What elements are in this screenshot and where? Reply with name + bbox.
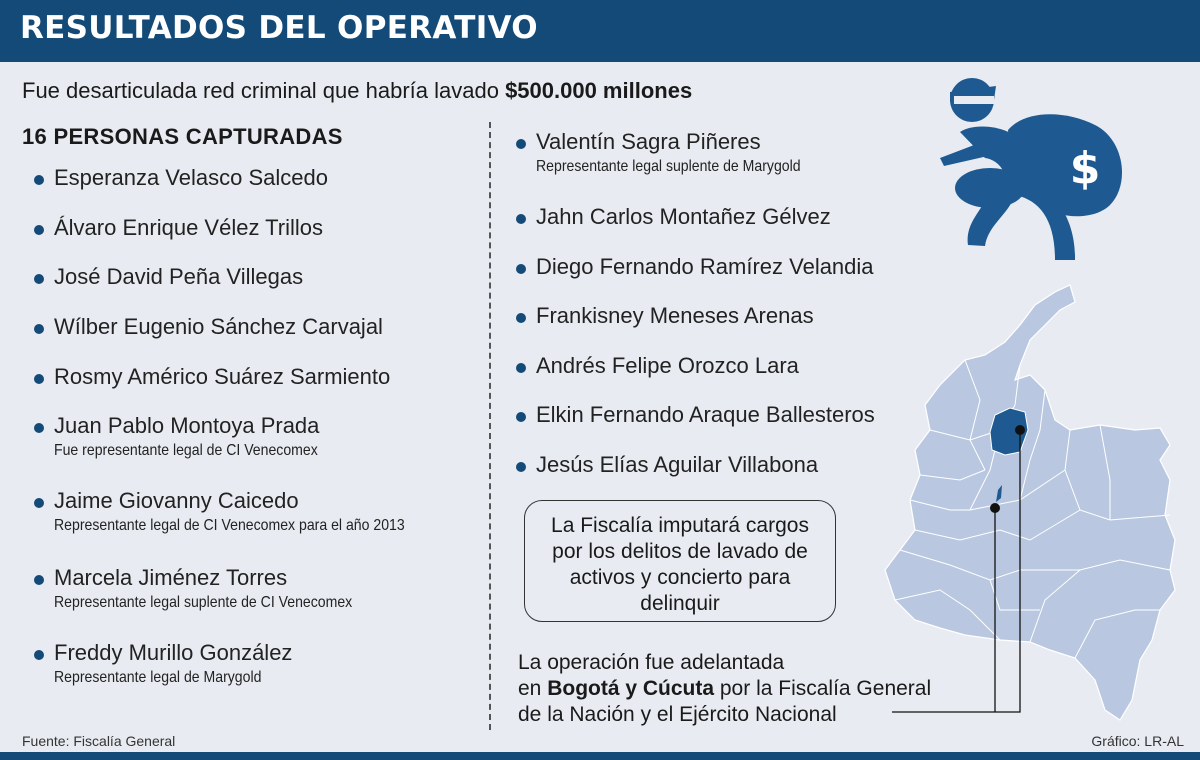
thief-with-money-bag-icon bbox=[930, 70, 1130, 270]
subtitle-amount: $500.000 millones bbox=[505, 78, 693, 103]
subtitle bbox=[22, 78, 692, 104]
operation-cities: Bogotá y Cúcuta bbox=[547, 677, 715, 700]
bullet-icon bbox=[34, 274, 44, 284]
bullet-icon bbox=[34, 374, 44, 384]
person-role: Representante legal de Marygold bbox=[54, 669, 262, 686]
person-name: Juan Pablo Montoya Prada bbox=[54, 413, 320, 438]
person-name: Diego Fernando Ramírez Velandia bbox=[536, 254, 874, 279]
note-line-3: activos y concierto para bbox=[569, 566, 791, 589]
person-name: Frankisney Meneses Arenas bbox=[536, 303, 814, 328]
person-role: Representante legal de CI Venecomex para el año 2013 bbox=[54, 517, 405, 534]
page-title: RESULTADOS DEL OPERATIVO bbox=[20, 10, 538, 46]
operation-line-3: de la Nación y el Ejército Nacional bbox=[518, 703, 837, 726]
bullet-icon bbox=[34, 650, 44, 660]
subtitle-text: Fue desarticulada red criminal que habría lavado bbox=[22, 78, 506, 103]
bullet-icon bbox=[516, 462, 526, 472]
bullet-icon bbox=[34, 575, 44, 585]
bullet-icon bbox=[516, 363, 526, 373]
bullet-icon bbox=[34, 225, 44, 235]
bullet-icon bbox=[516, 313, 526, 323]
column-divider bbox=[489, 122, 491, 730]
person-name: Jahn Carlos Montañez Gélvez bbox=[536, 204, 831, 229]
person-name: Esperanza Velasco Salcedo bbox=[54, 165, 328, 190]
person-name: Wílber Eugenio Sánchez Carvajal bbox=[54, 314, 383, 339]
bullet-icon bbox=[34, 175, 44, 185]
operation-line-2-prefix: en bbox=[518, 677, 548, 700]
operation-description bbox=[518, 650, 931, 728]
bullet-icon bbox=[516, 214, 526, 224]
person-name: Valentín Sagra Piñeres bbox=[536, 129, 761, 154]
dollar-sign: $ bbox=[1069, 143, 1101, 194]
operation-line-1: La operación fue adelantada bbox=[518, 651, 785, 674]
person-name: Jaime Giovanny Caicedo bbox=[54, 488, 299, 513]
footer-bar bbox=[0, 752, 1200, 760]
person-role: Representante legal suplente de CI Venecomex bbox=[54, 594, 353, 611]
bullet-icon bbox=[34, 423, 44, 433]
graphic-credit: Gráfico: LR-AL bbox=[1091, 733, 1184, 749]
person-name: Freddy Murillo González bbox=[54, 640, 293, 665]
bullet-icon bbox=[34, 324, 44, 334]
source-credit: Fuente: Fiscalía General bbox=[22, 733, 176, 749]
note-line-4: delinquir bbox=[640, 592, 720, 615]
bullet-icon bbox=[516, 264, 526, 274]
note-line-2: por los delitos de lavado de bbox=[552, 540, 808, 563]
person-name: Rosmy Américo Suárez Sarmiento bbox=[54, 364, 391, 389]
header-bar bbox=[0, 0, 1200, 62]
operation-line-2 bbox=[518, 676, 931, 702]
person-name: Elkin Fernando Araque Ballesteros bbox=[536, 402, 875, 427]
bullet-icon bbox=[34, 498, 44, 508]
person-role: Representante legal suplente de Marygold bbox=[536, 158, 801, 175]
person-name: Andrés Felipe Orozco Lara bbox=[536, 353, 799, 378]
note-line-1: La Fiscalía imputará cargos bbox=[551, 514, 809, 537]
person-name: Álvaro Enrique Vélez Trillos bbox=[54, 215, 324, 240]
person-role: Fue representante legal de CI Venecomex bbox=[54, 442, 318, 459]
operation-line-2-suffix: por la Fiscalía General bbox=[714, 677, 932, 700]
person-name: Jesús Elías Aguilar Villabona bbox=[536, 452, 819, 477]
person-name: Marcela Jiménez Torres bbox=[54, 565, 288, 590]
person-name: José David Peña Villegas bbox=[54, 264, 304, 289]
section-title: 16 PERSONAS CAPTURADAS bbox=[22, 124, 343, 149]
charges-note-box bbox=[524, 500, 836, 622]
bullet-icon bbox=[516, 139, 526, 149]
bullet-icon bbox=[516, 412, 526, 422]
